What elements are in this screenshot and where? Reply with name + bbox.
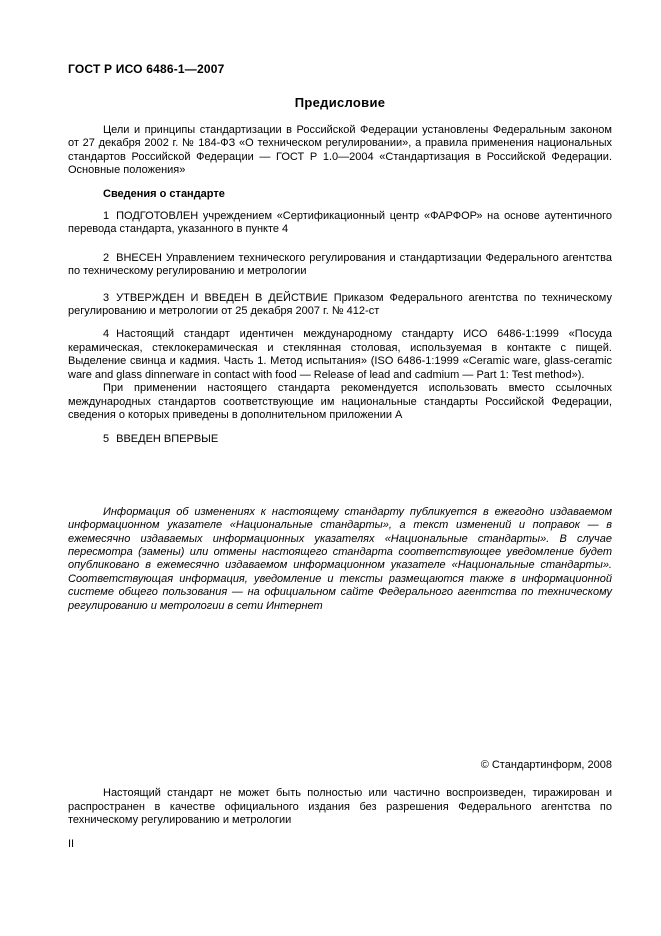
- item-number: 5: [103, 433, 110, 446]
- standard-info-item-3: [68, 292, 612, 319]
- standard-info-item-1: [68, 210, 612, 237]
- standard-info-item-5: [68, 433, 612, 446]
- intro-paragraph: Цели и принципы стандартизации в Российской Федерации установлены Федеральным законом от 27 декабря 2002 г. № 184-ФЗ «О техническом регулировании», а правила применения национальных стандартов Российской Федерации — ГОСТ Р 1.0—2004 «Стандартизация в Российской Федерации. Основные положения»: [68, 124, 612, 177]
- item-number: 1: [103, 210, 110, 223]
- standard-info-item-2: [68, 252, 612, 279]
- item-number: 4: [103, 328, 110, 341]
- amendments-publication-note: Информация об изменениях к настоящему стандарту публикуется в ежегодно издаваемом информационном указателе «Национальные стандарты», а текст изменений и поправок — в ежемесячно издаваемых информационных указателях «Национальные стандарты». В случае пересмотра (замены) или отмены настоящего стандарта соответствующее уведомление будет опубликовано в ежемесячно издаваемом информационном указателе «Национальные стандарты». Соответствующая информация, уведомление и тексты размещаются также в информационной системе общего пользования — на официальном сайте Федерального агентства по техническому регулированию и метрологии в сети Интернет: [68, 505, 612, 612]
- standard-info-item-4: [68, 328, 612, 382]
- document-code-header: ГОСТ Р ИСО 6486-1—2007: [68, 62, 225, 76]
- page-content: [68, 62, 612, 851]
- page-number: II: [68, 837, 75, 850]
- copyright-notice: © Стандартинформ, 2008: [480, 758, 612, 771]
- reproduction-restriction-note: Настоящий стандарт не может быть полностью или частично воспроизведен, тиражирован и распространен в качестве официального издания без разрешения Федерального агентства по техническому регулированию и метрологии: [68, 787, 612, 827]
- page-title: Предисловие: [294, 95, 386, 110]
- item-text: ПОДГОТОВЛЕН учреждением «Сертификационный центр «ФАРФОР» на основе аутентичного перевода стандарта, указанного в пункте 4: [68, 210, 612, 236]
- item-text: ВНЕСЕН Управлением технического регулирования и стандартизации Федерального агентства по техническому регулированию и метрологии: [68, 251, 612, 278]
- item-text: Настоящий стандарт идентичен международному стандарту ИСО 6486-1:1999 «Посуда керамическая, стеклокерамическая и стеклянная столовая, используемая в контакте с пищей. Выделение свинца и кадмия. Часть 1. Метод испытания» (ISO 6486-1:1999 «Ceramic ware, glass-ceramic ware and glass dinnerware in contact with food — Release of lead and cadmium — Part 1: Test method»).: [68, 328, 612, 381]
- standard-info-heading: Сведения о стандарте: [103, 187, 225, 200]
- item-text: УТВЕРЖДЕН И ВВЕДЕН В ДЕЙСТВИЕ Приказом Федерального агентства по техническому регулированию и метрологии от 25 декабря 2007 г. № 412-ст: [68, 291, 612, 318]
- item-text: ВВЕДЕН ВПЕРВЫЕ: [116, 433, 219, 446]
- item-number: 2: [103, 251, 110, 264]
- references-note: При применении настоящего стандарта рекомендуется использовать вместо ссылочных международных стандартов соответствующие им национальные стандарты Российской Федерации, сведения о которых приведены в дополнительном приложении А: [68, 382, 612, 421]
- item-number: 3: [103, 291, 110, 304]
